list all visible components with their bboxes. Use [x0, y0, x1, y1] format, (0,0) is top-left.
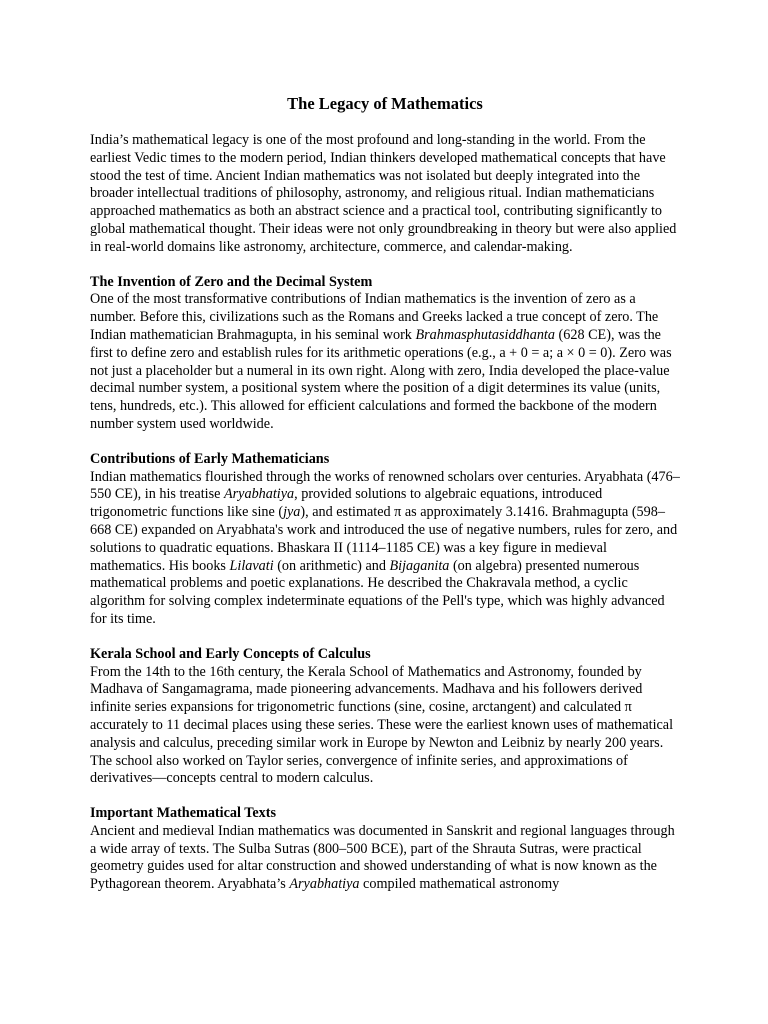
- document-content: [90, 94, 680, 911]
- section-body: [90, 291, 680, 433]
- italic-title: Lilavati: [229, 557, 274, 574]
- section-heading: Contributions of Early Mathematicians: [90, 450, 330, 467]
- intro-paragraph: India’s mathematical legacy is one of the most profound and long-standing in the world. From the earliest Vedic times to the modern period, Indian thinkers developed mathematical concepts that have stood the test of time. Ancient Indian mathematics was not isolated but deeply integrated into the broader intellectual traditions of philosophy, astronomy, and religious ritual. Indian mathematicians approached mathematics as both an abstract science and a practical tool, contributing significantly to global mathematical thought. Their ideas were not only groundbreaking in theory but were also applied in real-world domains like astronomy, architecture, commerce, and calendar-making.: [90, 132, 677, 255]
- section-body: [90, 823, 680, 894]
- italic-title: Brahmasphutasiddhanta: [415, 326, 555, 343]
- document-title: The Legacy of Mathematics: [287, 94, 483, 113]
- body-text: compiled mathematical astronomy: [359, 876, 560, 893]
- body-text: (628 CE), was the first to define zero and establish rules for its arithmetic operations (e.g., a + 0 = a; a × 0 = 0). Zero was not just a placeholder but a numeral in its own right. Along with zero, India developed the place-value decimal number system, a positional system where the position of a digit determines its value (units, tens, hundreds, etc.). This allowed for efficient calculations and formed the backbone of the modern number system used worldwide.: [90, 326, 672, 432]
- sections-container: [90, 274, 680, 895]
- section-body: [90, 664, 680, 789]
- body-text: Indian mathematics flourished through the works of renowned scholars over centuries. Aryabhata (476–550 CE), in his treatise: [90, 468, 680, 503]
- section-heading: Kerala School and Early Concepts of Calculus: [90, 645, 371, 662]
- body-text: , provided solutions to algebraic equations, introduced trigonometric functions like sine (: [90, 486, 603, 521]
- italic-title: Aryabhatiya: [289, 876, 360, 893]
- italic-title: Bijaganita: [389, 557, 450, 574]
- body-text: Ancient and medieval Indian mathematics was documented in Sanskrit and regional languages through a wide array of texts. The Sulba Sutras (800–500 BCE), part of the Shrauta Sutras, were practical geometry guides used for altar construction and showed understanding of what is now known as the Pythagorean theorem. Aryabhata’s: [90, 822, 675, 893]
- italic-title: jya: [283, 504, 301, 521]
- section-body: [90, 469, 680, 629]
- section-heading: Important Mathematical Texts: [90, 805, 276, 822]
- body-text: From the 14th to the 16th century, the Kerala School of Mathematics and Astronomy, founded by Madhava of Sangamagrama, made pioneering advancements. Madhava and his followers derived infinite series expansions for trigonometric functions (sine, cosine, arctangent) and calculated π accurately to 11 decimal places using these series. These were the earliest known uses of mathematical analysis and calculus, preceding similar work in Europe by Newton and Leibniz by nearly 200 years. The school also worked on Taylor series, convergence of infinite series, and approximations of derivatives—concepts central to modern calculus.: [90, 663, 674, 787]
- body-text: ), and estimated π as approximately 3.1416. Brahmagupta (598–668 CE) expanded on Aryabhata's work and introduced the use of negative numbers, rules for zero, and solutions to quadratic equations. Bhaskara II (1114–1185 CE) was a key figure in medieval mathematics. His books: [90, 504, 678, 574]
- body-text: (on arithmetic) and: [273, 557, 390, 574]
- body-text: One of the most transformative contributions of Indian mathematics is the invention of zero as a number. Before this, civilizations such as the Romans and Greeks lacked a true concept of zero. The Indian mathematician Brahmagupta, in his seminal work: [90, 291, 659, 343]
- body-text: (on algebra) presented numerous mathematical problems and poetic explanations. He described the Chakravala method, a cyclic algorithm for solving complex indeterminate equations of the Pell's type, which was highly advanced for its time.: [90, 557, 665, 627]
- section-heading: The Invention of Zero and the Decimal System: [90, 273, 373, 290]
- italic-title: Aryabhatiya: [223, 486, 295, 503]
